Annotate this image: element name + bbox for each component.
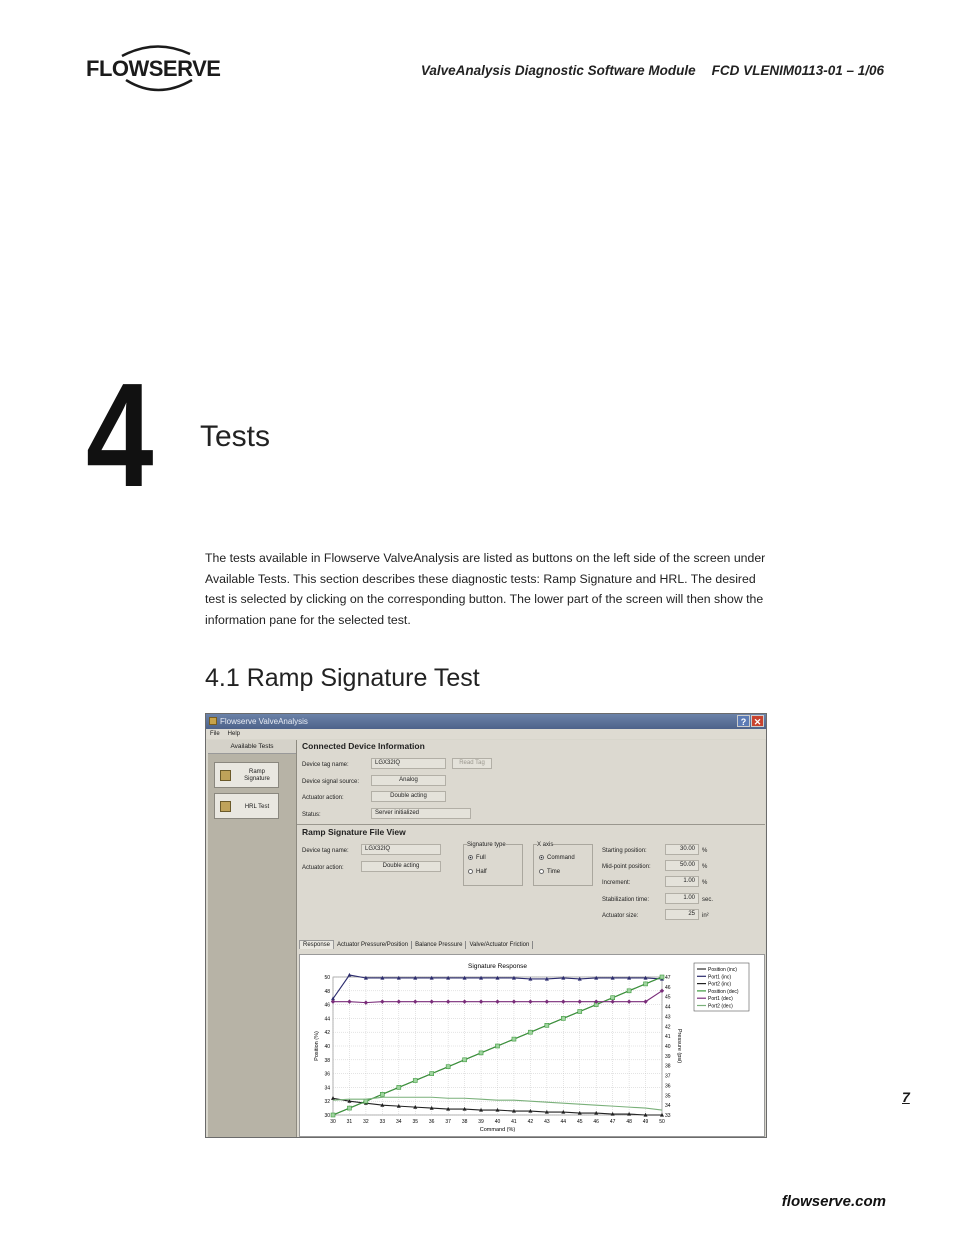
stabilization-time-unit: sec. bbox=[702, 897, 714, 903]
x-time-label: Time bbox=[547, 869, 561, 876]
x-time-radio[interactable] bbox=[539, 869, 560, 875]
signal-source-field: Analog bbox=[371, 775, 446, 786]
radio-selected-icon bbox=[539, 855, 544, 860]
y2-axis-title: Pressure (psi) bbox=[676, 1028, 682, 1064]
tab-balance-pressure[interactable]: Balance Pressure bbox=[412, 941, 466, 949]
y-tick-label: 44 bbox=[324, 1016, 330, 1023]
data-point bbox=[611, 996, 615, 1000]
legend-entry: Port1 (inc) bbox=[708, 974, 732, 981]
legend-entry: Port1 (dec) bbox=[708, 996, 733, 1003]
actuator-size-unit: in² bbox=[702, 913, 709, 919]
radio-icon bbox=[539, 869, 544, 874]
signature-type-label: Signature type bbox=[467, 842, 506, 848]
y2-tick-label: 38 bbox=[665, 1063, 671, 1070]
hrl-test-button[interactable] bbox=[214, 793, 279, 819]
page-number: 7 bbox=[902, 1089, 910, 1105]
data-point bbox=[660, 975, 664, 979]
y-tick-label: 34 bbox=[324, 1085, 330, 1092]
data-point bbox=[479, 1051, 483, 1055]
midpoint-position-label: Mid-point position: bbox=[602, 864, 651, 870]
tab-response[interactable]: Response bbox=[299, 940, 334, 949]
x-axis-group bbox=[533, 844, 593, 886]
file-tag-field[interactable]: LGX32IQ bbox=[361, 844, 441, 855]
signature-half-radio[interactable] bbox=[468, 869, 487, 875]
x-tick-label: 46 bbox=[593, 1119, 599, 1125]
data-point bbox=[347, 1106, 351, 1110]
starting-position-field[interactable]: 30.00 bbox=[665, 844, 699, 855]
file-action-label: Actuator action: bbox=[302, 865, 344, 871]
starting-position-unit: % bbox=[702, 848, 708, 854]
x-tick-label: 42 bbox=[527, 1119, 534, 1125]
y2-tick-label: 37 bbox=[665, 1073, 671, 1080]
y2-tick-label: 40 bbox=[665, 1044, 671, 1050]
data-point bbox=[644, 982, 648, 986]
x-tick-label: 32 bbox=[363, 1119, 369, 1125]
y-axis-title: Position (%) bbox=[314, 1031, 320, 1061]
y2-tick-label: 46 bbox=[665, 984, 671, 991]
x-tick-label: 33 bbox=[379, 1119, 386, 1125]
doc-code: FCD VLENIM0113-01 – 1/06 bbox=[711, 63, 884, 78]
read-tag-button[interactable]: Read Tag bbox=[452, 758, 492, 769]
y-tick-label: 32 bbox=[324, 1099, 330, 1106]
y2-tick-label: 43 bbox=[665, 1014, 671, 1021]
window-title: Flowserve ValveAnalysis bbox=[220, 717, 308, 726]
menu-file[interactable]: File bbox=[210, 731, 220, 737]
chart-panel bbox=[299, 954, 765, 1137]
x-tick-label: 36 bbox=[428, 1119, 435, 1125]
radio-icon bbox=[468, 869, 473, 874]
x-tick-label: 35 bbox=[412, 1119, 419, 1125]
y-tick-label: 50 bbox=[324, 975, 330, 981]
legend-entry: Position (dec) bbox=[708, 988, 739, 995]
data-point bbox=[578, 1010, 582, 1014]
y-tick-label: 46 bbox=[324, 1002, 330, 1009]
legend-entry: Port2 (inc) bbox=[708, 981, 732, 988]
x-tick-label: 38 bbox=[461, 1119, 468, 1125]
tab-valve-friction[interactable]: Valve/Actuator Friction bbox=[466, 941, 533, 949]
y-tick-label: 42 bbox=[324, 1030, 330, 1037]
menu-bar bbox=[206, 729, 766, 739]
data-point bbox=[413, 1079, 417, 1083]
data-point bbox=[380, 1092, 384, 1096]
signature-response-chart bbox=[300, 955, 764, 1136]
x-tick-label: 47 bbox=[609, 1119, 616, 1125]
y2-tick-label: 39 bbox=[665, 1053, 671, 1060]
status-label: Status: bbox=[302, 812, 321, 818]
x-tick-label: 48 bbox=[626, 1119, 632, 1125]
x-tick-label: 40 bbox=[494, 1119, 501, 1125]
signal-source-label: Device signal source: bbox=[302, 779, 360, 785]
section-divider bbox=[297, 824, 765, 825]
y2-tick-label: 33 bbox=[665, 1113, 671, 1119]
ramp-signature-label: Ramp Signature bbox=[244, 769, 270, 782]
midpoint-position-unit: % bbox=[702, 864, 708, 870]
starting-position-label: Starting position: bbox=[602, 848, 647, 854]
file-view-heading: Ramp Signature File View bbox=[302, 827, 406, 837]
file-action-field: Double acting bbox=[361, 861, 441, 872]
y-tick-label: 48 bbox=[324, 988, 330, 995]
x-tick-label: 34 bbox=[396, 1119, 402, 1125]
help-button[interactable]: ? bbox=[737, 715, 750, 727]
flowserve-logo bbox=[86, 44, 226, 96]
data-point bbox=[512, 1037, 516, 1041]
hrl-test-icon bbox=[220, 801, 231, 812]
chart-tabs bbox=[299, 942, 533, 948]
x-tick-label: 49 bbox=[642, 1119, 649, 1125]
data-point bbox=[561, 1016, 565, 1020]
chapter-title: Tests bbox=[200, 420, 271, 453]
available-tests-label: Available Tests bbox=[208, 740, 296, 754]
x-axis-title: Command (%) bbox=[479, 1127, 516, 1133]
chapter-number: 4 bbox=[86, 353, 151, 518]
y2-tick-label: 47 bbox=[665, 975, 671, 981]
x-tick-label: 41 bbox=[511, 1119, 517, 1125]
y2-tick-label: 41 bbox=[665, 1034, 671, 1041]
x-tick-label: 43 bbox=[544, 1119, 550, 1125]
radio-selected-icon bbox=[468, 855, 473, 860]
x-tick-label: 39 bbox=[478, 1119, 484, 1125]
main-pane bbox=[297, 740, 765, 1137]
actuator-size-field[interactable]: 25 bbox=[665, 909, 699, 920]
y-tick-label: 30 bbox=[324, 1113, 330, 1119]
x-tick-label: 37 bbox=[445, 1119, 451, 1125]
app-screenshot bbox=[205, 713, 767, 1138]
section-heading: 4.1 Ramp Signature Test bbox=[205, 664, 480, 692]
x-axis-label: X axis bbox=[537, 842, 554, 848]
data-point bbox=[528, 1030, 532, 1034]
y2-tick-label: 45 bbox=[665, 994, 671, 1001]
device-info-heading: Connected Device Information bbox=[302, 741, 425, 751]
device-tag-field[interactable]: LGX32IQ bbox=[371, 758, 446, 769]
available-tests-pane bbox=[208, 740, 297, 1137]
y2-tick-label: 42 bbox=[665, 1024, 671, 1031]
close-button[interactable]: ✕ bbox=[751, 715, 764, 727]
y2-tick-label: 36 bbox=[665, 1083, 671, 1090]
y-tick-label: 36 bbox=[324, 1071, 330, 1078]
y2-tick-label: 34 bbox=[665, 1103, 671, 1110]
ramp-test-icon bbox=[220, 770, 231, 781]
stabilization-time-label: Stabilization time: bbox=[602, 897, 650, 903]
data-point bbox=[627, 989, 631, 993]
actuator-action-label: Actuator action: bbox=[302, 795, 344, 801]
x-command-label: Command bbox=[547, 855, 575, 862]
menu-help[interactable]: Help bbox=[227, 731, 241, 737]
data-point bbox=[331, 1113, 335, 1117]
increment-field[interactable]: 1.00 bbox=[665, 876, 699, 887]
logo-wordmark: FLOWSERVE bbox=[86, 56, 221, 81]
y-tick-label: 40 bbox=[324, 1044, 330, 1050]
data-point bbox=[463, 1058, 467, 1062]
x-tick-label: 30 bbox=[330, 1119, 336, 1125]
running-header bbox=[421, 63, 884, 78]
status-field: Server initialized bbox=[371, 808, 471, 819]
midpoint-position-field[interactable]: 50.00 bbox=[665, 860, 699, 871]
app-icon bbox=[209, 717, 217, 725]
tab-actuator-pressure[interactable]: Actuator Pressure/Position bbox=[334, 941, 412, 949]
x-tick-label: 50 bbox=[659, 1119, 665, 1125]
device-tag-label: Device tag name: bbox=[302, 762, 349, 768]
signature-type-group bbox=[463, 844, 523, 886]
increment-unit: % bbox=[702, 880, 708, 886]
doc-title: ValveAnalysis Diagnostic Software Module bbox=[420, 63, 696, 78]
x-command-radio[interactable] bbox=[539, 855, 575, 861]
data-point bbox=[446, 1065, 450, 1069]
y2-tick-label: 35 bbox=[665, 1093, 671, 1100]
footer-url: flowserve.com bbox=[781, 1193, 886, 1210]
data-point bbox=[397, 1085, 401, 1089]
actuator-action-field: Double acting bbox=[371, 791, 446, 802]
data-point bbox=[496, 1044, 500, 1048]
legend-entry: Position (inc) bbox=[708, 967, 737, 973]
ramp-signature-button[interactable] bbox=[214, 762, 279, 788]
hrl-test-label: HRL Test bbox=[244, 804, 270, 810]
y2-tick-label: 44 bbox=[665, 1004, 671, 1011]
x-tick-label: 45 bbox=[576, 1119, 583, 1125]
x-tick-label: 31 bbox=[346, 1119, 353, 1125]
window-titlebar bbox=[206, 714, 766, 729]
chart-title: Signature Response bbox=[468, 963, 527, 970]
legend-entry: Port2 (dec) bbox=[708, 1003, 733, 1010]
file-tag-label: Device tag name: bbox=[302, 848, 349, 854]
actuator-size-label: Actuator size: bbox=[602, 913, 639, 919]
signature-half-label: Half bbox=[476, 869, 487, 876]
stabilization-time-field[interactable]: 1.00 bbox=[665, 893, 699, 904]
y-tick-label: 38 bbox=[324, 1057, 330, 1064]
data-point bbox=[430, 1072, 434, 1076]
data-point bbox=[364, 1099, 368, 1103]
increment-label: Increment: bbox=[602, 880, 631, 886]
signature-full-label: Full bbox=[476, 855, 486, 862]
data-point bbox=[545, 1023, 549, 1027]
x-tick-label: 44 bbox=[560, 1119, 567, 1125]
signature-full-radio[interactable] bbox=[468, 855, 486, 861]
intro-paragraph: The tests available in Flowserve ValveAnalysis are listed as buttons on the left side of the screen under Available Tests. This section describes these diagnostic tests: Ramp Signature and HRL. The desired test is selected by clicking on the corresponding button. The lower part of the screen will then show the information pane for the selected test. bbox=[205, 551, 766, 627]
